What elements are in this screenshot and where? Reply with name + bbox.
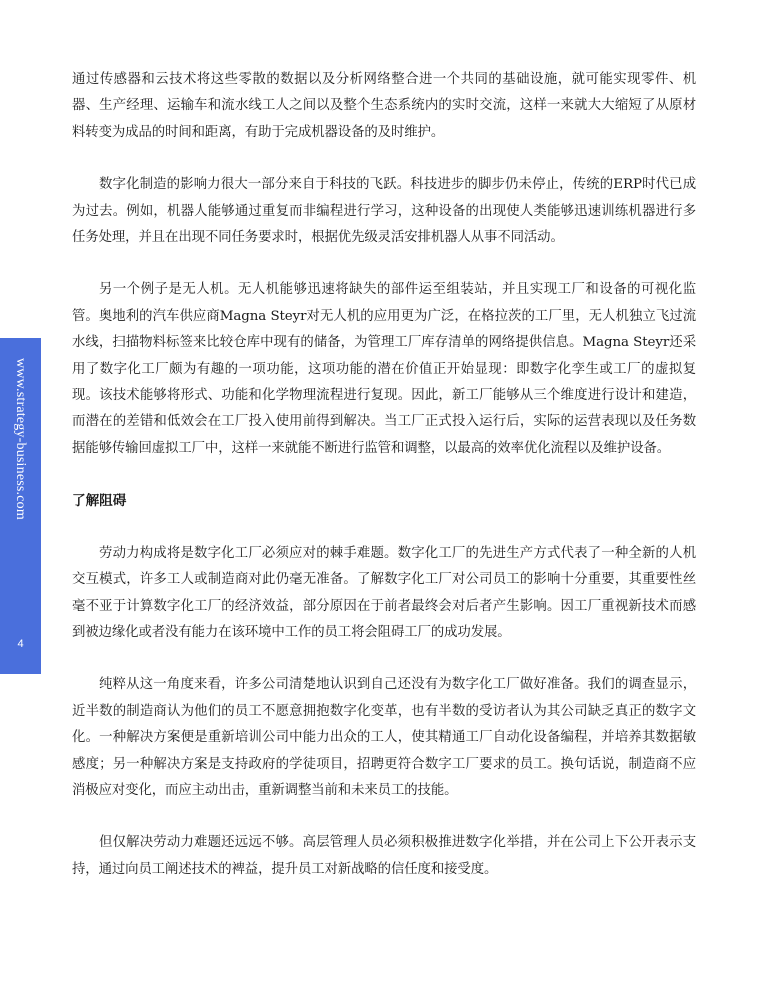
article-body xyxy=(72,67,696,883)
section-heading: 了解阻碍 xyxy=(72,493,127,510)
paragraph-3: 另一个例子是无人机。无人机能够迅速将缺失的部件运至组装站，并且实现工厂和设备的可视化监管。奥地利的汽车供应商Magna Steyr对无人机的应用更为广泛，在格拉茨的工厂里，无人机独立飞过流水线，扫描物料标签来比较仓库中现有的储备，为管理工厂库存清单的网络提供信息。Magna Steyr还采用了数字化工厂颇为有趣的一项功能，这项功能的潜在价值正开始显现：即数字化孪生或工厂的虚拟复现。该技术能够将形式、功能和化学物理流程进行复现。因此，新工厂能够从三个维度进行设计和建造，而潜在的差错和低效会在工厂投入使用前得到解决。当工厂正式投入运行后，实际的运营表现以及任务数据能够传输回虚拟工厂中，这样一来就能不断进行监管和调整，以最高的效率优化流程以及维护设备。 xyxy=(72,282,696,456)
paragraph-2: 数字化制造的影响力很大一部分来自于科技的飞跃。科技进步的脚步仍未停止，传统的ERP时代已成为过去。例如，机器人能够通过重复而非编程进行学习，这种设备的出现使人类能够迅速训练机器进行多任务处理，并且在出现不同任务要求时，根据优先级灵活安排机器人从事不同活动。 xyxy=(72,177,696,246)
paragraph-1: 通过传感器和云技术将这些零散的数据以及分析网络整合进一个共同的基础设施，就可能实现零件、机器、生产经理、运输车和流水线工人之间以及整个生态系统内的实时交流，这样一来就大大缩短了从原材料转变为成品的时间和距离，有助于完成机器设备的及时维护。 xyxy=(72,72,696,140)
sidebar-tab xyxy=(0,338,41,674)
sidebar-url: www.strategy-business.com xyxy=(13,358,28,520)
page-number: 4 xyxy=(17,638,24,650)
paragraph-6: 但仅解决劳动力难题还远远不够。高层管理人员必须积极推进数字化举措，并在公司上下公开表示支持，通过向员工阐述技术的裨益，提升员工对新战略的信任度和接受度。 xyxy=(72,835,696,877)
paragraph-4: 劳动力构成将是数字化工厂必须应对的棘手难题。数字化工厂的先进生产方式代表了一种全新的人机交互模式，许多工人或制造商对此仍毫无准备。了解数字化工厂对公司员工的影响十分重要，其重要性丝毫不亚于计算数字化工厂的经济效益，部分原因在于前者最终会对后者产生影响。因工厂重视新技术而感到被边缘化或者没有能力在该环境中工作的员工将会阻碍工厂的成功发展。 xyxy=(72,545,696,640)
paragraph-5: 纯粹从这一角度来看，许多公司清楚地认识到自己还没有为数字化工厂做好准备。我们的调查显示，近半数的制造商认为他们的员工不愿意拥抱数字化变革，也有半数的受访者认为其公司缺乏真正的数字文化。一种解决方案便是重新培训公司中能力出众的工人，使其精通工厂自动化设备编程，并培养其数据敏感度；另一种解决方案是支持政府的学徒项目，招聘更符合数字工厂要求的员工。换句话说，制造商不应消极应对变化，而应主动出击，重新调整当前和未来员工的技能。 xyxy=(72,677,696,798)
